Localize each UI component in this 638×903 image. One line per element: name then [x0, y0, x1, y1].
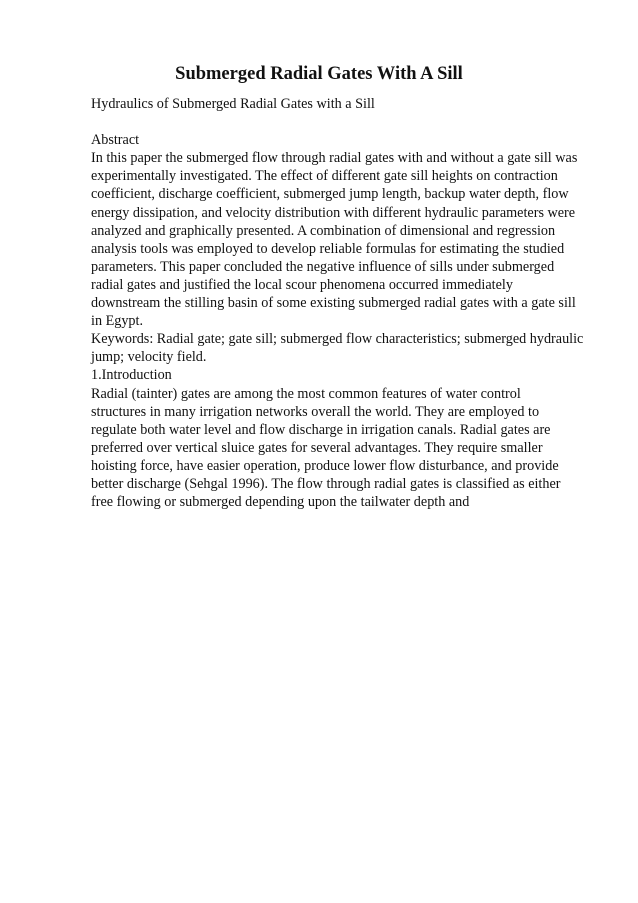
abstract-line: in Egypt.	[91, 313, 144, 330]
abstract-line: energy dissipation, and velocity distribution with different hydraulic parameters were	[91, 204, 576, 221]
paragraph-spacer	[91, 113, 611, 131]
introduction-line: hoisting force, have easier operation, produce lower flow disturbance, and provide	[91, 457, 559, 474]
document-subtitle: Hydraulics of Submerged Radial Gates with a Sill	[91, 96, 375, 112]
keywords-line: jump; velocity field.	[91, 349, 207, 366]
introduction-line: preferred over vertical sluice gates for several advantages. They require smaller	[91, 439, 543, 456]
abstract-line: experimentally investigated. The effect of different gate sill heights on contraction	[91, 168, 558, 185]
abstract-line: coefficient, discharge coefficient, submerged jump length, backup water depth, flow	[91, 186, 569, 203]
introduction-line: free flowing or submerged depending upon the tailwater depth and	[91, 494, 470, 511]
introduction-line: Radial (tainter) gates are among the most common features of water control	[91, 385, 521, 402]
document-title: Submerged Radial Gates With A Sill	[175, 64, 463, 84]
introduction-line: regulate both water level and flow discharge in irrigation canals. Radial gates are	[91, 421, 551, 438]
introduction-line: better discharge (Sehgal 1996). The flow through radial gates is classified as either	[91, 475, 561, 492]
keywords-paragraph	[91, 330, 611, 366]
abstract-line: downstream the stilling basin of some existing submerged radial gates with a gate sill	[91, 295, 576, 312]
abstract-heading: Abstract	[91, 132, 140, 149]
abstract-line: In this paper the submerged flow through radial gates with and without a gate sill was	[91, 150, 578, 167]
abstract-line: analyzed and graphically presented. A combination of dimensional and regression	[91, 222, 556, 239]
introduction-heading: 1.Introduction	[91, 367, 172, 384]
introduction-paragraph	[91, 385, 611, 512]
document-body	[91, 95, 611, 511]
abstract-paragraph	[91, 149, 611, 330]
abstract-line: parameters. This paper concluded the negative influence of sills under submerged	[91, 258, 555, 275]
introduction-line: structures in many irrigation networks overall the world. They are employed to	[91, 403, 540, 420]
keywords-line: Keywords: Radial gate; gate sill; submerged flow characteristics; submerged hydraulic	[91, 331, 584, 348]
abstract-line: analysis tools was employed to develop reliable formulas for estimating the studied	[91, 240, 565, 257]
abstract-line: radial gates and justified the local scour phenomena occurred immediately	[91, 276, 513, 293]
